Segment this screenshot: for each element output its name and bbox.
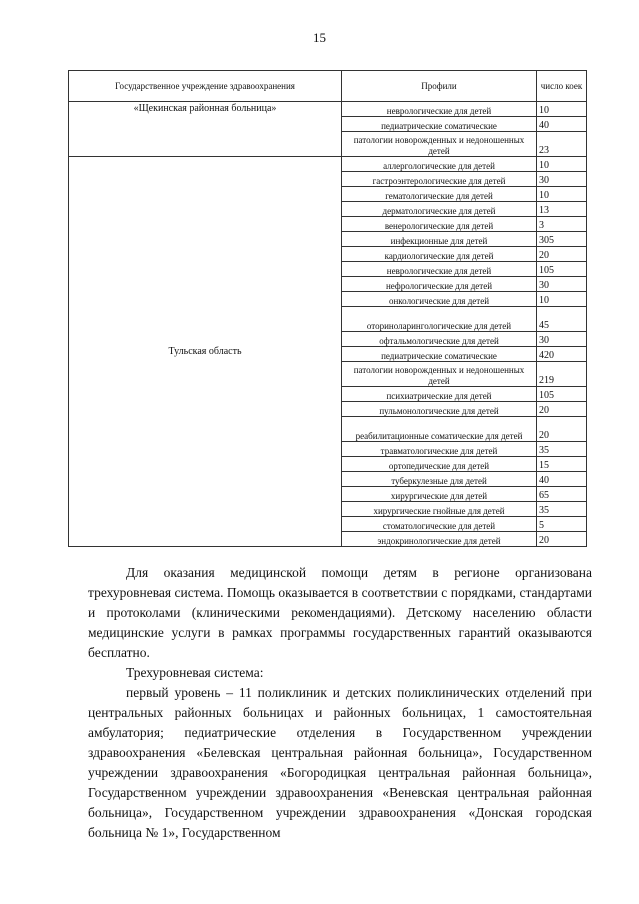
profile-cell: реабилитационные соматические для детей [342,417,537,442]
profile-cell: патологии новорожденных и недоношенных детей [342,362,537,387]
beds-cell: 13 [537,202,587,217]
institution-cell: «Щекинская районная больница» [69,102,342,157]
beds-cell: 45 [537,307,587,332]
beds-profile-table [68,70,587,547]
profile-cell: дерматологические для детей [342,202,537,217]
beds-cell: 20 [537,417,587,442]
beds-cell: 305 [537,232,587,247]
profile-cell: травматологические для детей [342,442,537,457]
beds-cell: 219 [537,362,587,387]
profile-cell: пульмонологические для детей [342,402,537,417]
institution-cell: Тульская область [69,157,342,547]
paragraph-system-heading: Трехуровневая система: [126,665,264,680]
profile-cell: ортопедические для детей [342,457,537,472]
beds-cell: 105 [537,262,587,277]
beds-cell: 65 [537,487,587,502]
profile-cell: туберкулезные для детей [342,472,537,487]
profile-cell: нефрологические для детей [342,277,537,292]
beds-cell: 35 [537,502,587,517]
beds-cell: 20 [537,532,587,547]
table-header-row [69,71,587,102]
body-text [88,563,592,843]
profile-cell: инфекционные для детей [342,232,537,247]
profile-cell: стоматологические для детей [342,517,537,532]
beds-cell: 5 [537,517,587,532]
beds-cell: 15 [537,457,587,472]
paragraph-first-level: первый уровень – 11 поликлиник и детских поликлинических отделений при центральных районных больницах и районных больницах, 1 самостоятельная амбулатория; педиатрические отделения в Государственном учреждении здравоохранения «Белевская центральная районная больница», Государственном учреждении здравоохранения «Богородицкая центральная районная больница», Государственном учреждении здравоохранения «Веневская центральная районная больница», Государственном учреждении здравоохранения «Донская городская больница № 1», Государственном [88,685,592,840]
profile-cell: патологии новорожденных и недоношенных детей [342,132,537,157]
beds-cell: 3 [537,217,587,232]
beds-cell: 10 [537,292,587,307]
profile-cell: эндокринологические для детей [342,532,537,547]
header-profiles: Профили [342,71,537,102]
beds-cell: 40 [537,117,587,132]
profile-cell: гастроэнтерологические для детей [342,172,537,187]
beds-cell: 10 [537,157,587,172]
beds-cell: 30 [537,277,587,292]
profile-cell: педиатрические соматические [342,347,537,362]
page-number: 15 [313,30,326,45]
beds-cell: 20 [537,247,587,262]
profile-cell: гематологические для детей [342,187,537,202]
profile-cell: психиатрические для детей [342,387,537,402]
beds-cell: 30 [537,172,587,187]
profile-cell: онкологические для детей [342,292,537,307]
profile-cell: офтальмологические для детей [342,332,537,347]
beds-cell: 35 [537,442,587,457]
profile-cell: неврологические для детей [342,262,537,277]
beds-cell: 10 [537,102,587,117]
beds-cell: 23 [537,132,587,157]
profile-cell: хирургические для детей [342,487,537,502]
beds-cell: 30 [537,332,587,347]
profile-cell: аллергологические для детей [342,157,537,172]
beds-cell: 20 [537,402,587,417]
table-body [69,102,587,547]
profile-cell: неврологические для детей [342,102,537,117]
table-row [69,102,587,117]
beds-cell: 40 [537,472,587,487]
profile-cell: педиатрические соматические [342,117,537,132]
beds-cell: 10 [537,187,587,202]
beds-cell: 105 [537,387,587,402]
profile-cell: хирургические гнойные для детей [342,502,537,517]
beds-cell: 420 [537,347,587,362]
header-institution: Государственное учреждение здравоохранения [69,71,342,102]
profile-cell: кардиологические для детей [342,247,537,262]
paragraph-intro: Для оказания медицинской помощи детям в регионе организована трехуровневая система. Помощь оказывается в соответствии с порядками, стандартами и протоколами (клиническими рекомендациями). Детскому населению области медицинские услуги в рамках программы государственных гарантий оказываются бесплатно. [88,565,592,660]
profile-cell: оториноларингологические для детей [342,307,537,332]
header-beds: число коек [537,71,587,102]
profile-cell: венерологические для детей [342,217,537,232]
table-row [69,157,587,172]
